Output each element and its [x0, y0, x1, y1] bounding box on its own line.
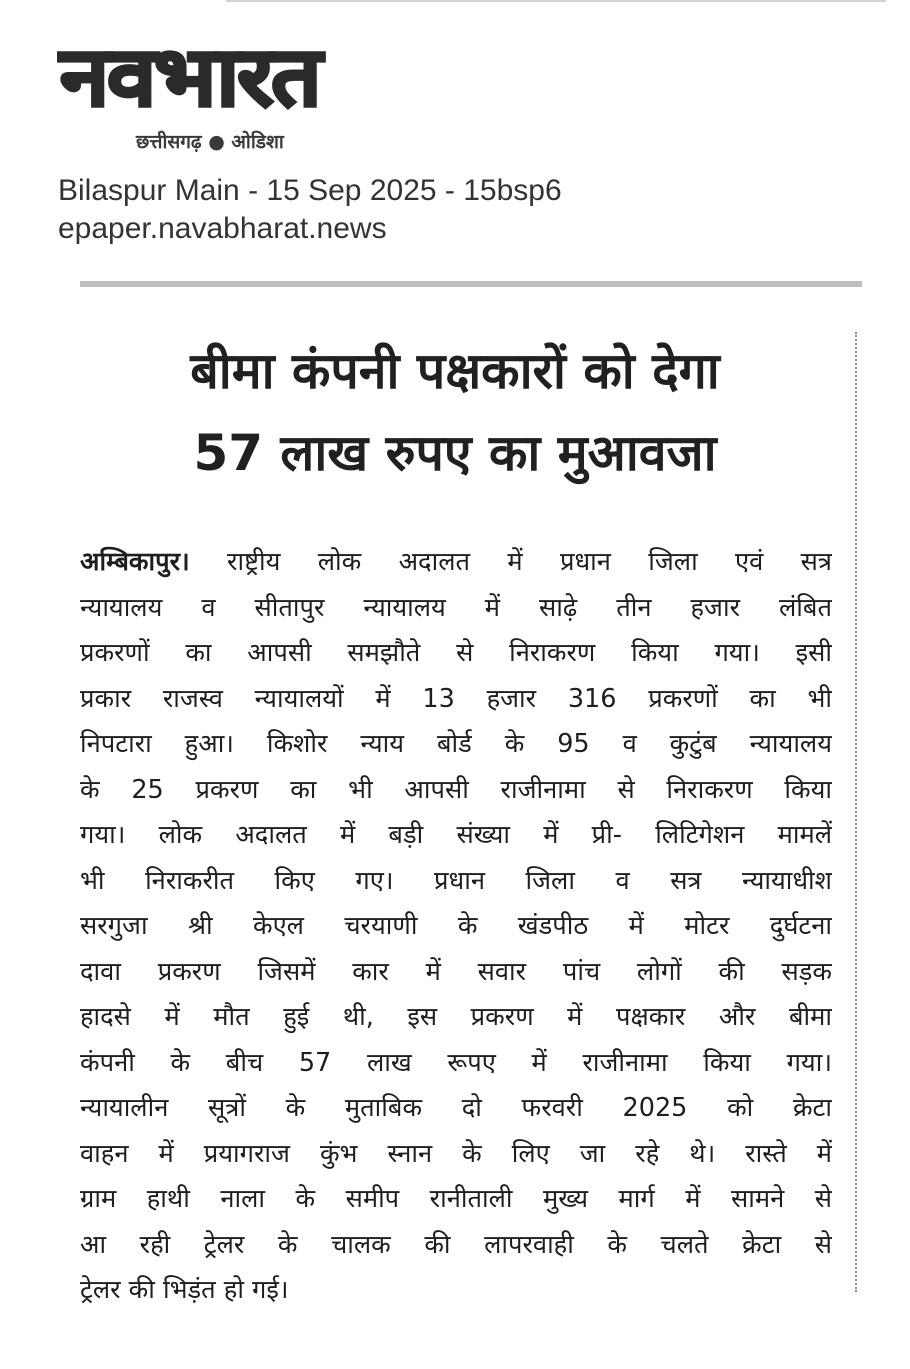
article-line: दावा प्रकरण जिसमें कार में सवार पांच लोगों की सड़क — [80, 956, 832, 987]
article-line: हादसे में मौत हुई थी, इस प्रकरण में पक्षकार और बीमा — [80, 1002, 832, 1032]
article-line: ग्राम हाथी नाला के समीप रानीताली मुख्य मार्ग में सामने से — [80, 1184, 832, 1214]
article-line: के 25 प्रकरण का भी आपसी राजीनामा से निराकरण किया — [80, 774, 832, 805]
article-line: वाहन में प्रयागराज कुंभ स्नान के लिए जा रहे थे। रास्ते में — [80, 1138, 832, 1169]
headline-line-1: बीमा कंपनी पक्षकारों को देगा — [190, 342, 720, 400]
article-line: गया। लोक अदालत में बड़ी संख्या में प्री- लिटिगेशन मामलें — [80, 820, 832, 850]
top-divider — [226, 0, 886, 2]
headline-line-2: 57 लाख रुपए का मुआवजा — [193, 424, 717, 482]
article-body — [80, 540, 832, 1314]
column-divider — [855, 332, 857, 1292]
article-line: न्यायालय व सीतापुर न्यायालय में साढ़े तीन हजार लंबित — [80, 592, 832, 623]
newspaper-logo: नवभारत — [60, 30, 320, 125]
article-line: प्रकार राजस्व न्यायालयों में 13 हजार 316 प्रकरणों का भी — [80, 683, 832, 714]
article-line: आ रही ट्रेलर के चालक की लापरवाही के चलते क्रेटा से — [80, 1229, 832, 1260]
article-line — [80, 540, 832, 586]
edition-info — [58, 172, 562, 248]
epaper-url: epaper.navabharat.news — [58, 212, 387, 245]
masthead — [50, 26, 460, 156]
article-line: न्यायालीन सूत्रों के मुताबिक दो फरवरी 2025 को क्रेटा — [80, 1093, 832, 1123]
masthead-tagline: छत्तीसगढ़ ● ओडिशा — [136, 131, 284, 153]
article-line-text: राष्ट्रीय लोक अदालत में प्रधान जिला एवं सत्र — [189, 547, 832, 577]
article-line: निपटारा हुआ। किशोर न्याय बोर्ड के 95 व कुटुंब न्यायालय — [80, 729, 832, 759]
article-line: भी निराकरीत किए गए। प्रधान जिला व सत्र न्यायाधीश — [80, 865, 832, 896]
header-divider — [80, 281, 862, 287]
article-line: प्रकरणों का आपसी समझौते से निराकरण किया गया। इसी — [80, 638, 832, 668]
article-line: कंपनी के बीच 57 लाख रूपए में राजीनामा किया गया। — [80, 1047, 832, 1078]
article-headline — [60, 330, 850, 494]
article-dateline: अम्बिकापुर। — [80, 547, 190, 577]
article-line: सरगुजा श्री केएल चरयाणी के खंडपीठ में मोटर दुर्घटना — [80, 911, 832, 941]
edition-line: Bilaspur Main - 15 Sep 2025 - 15bsp6 — [58, 174, 562, 207]
article-line: ट्रेलर की भिड़ंत हो गई। — [80, 1275, 289, 1305]
